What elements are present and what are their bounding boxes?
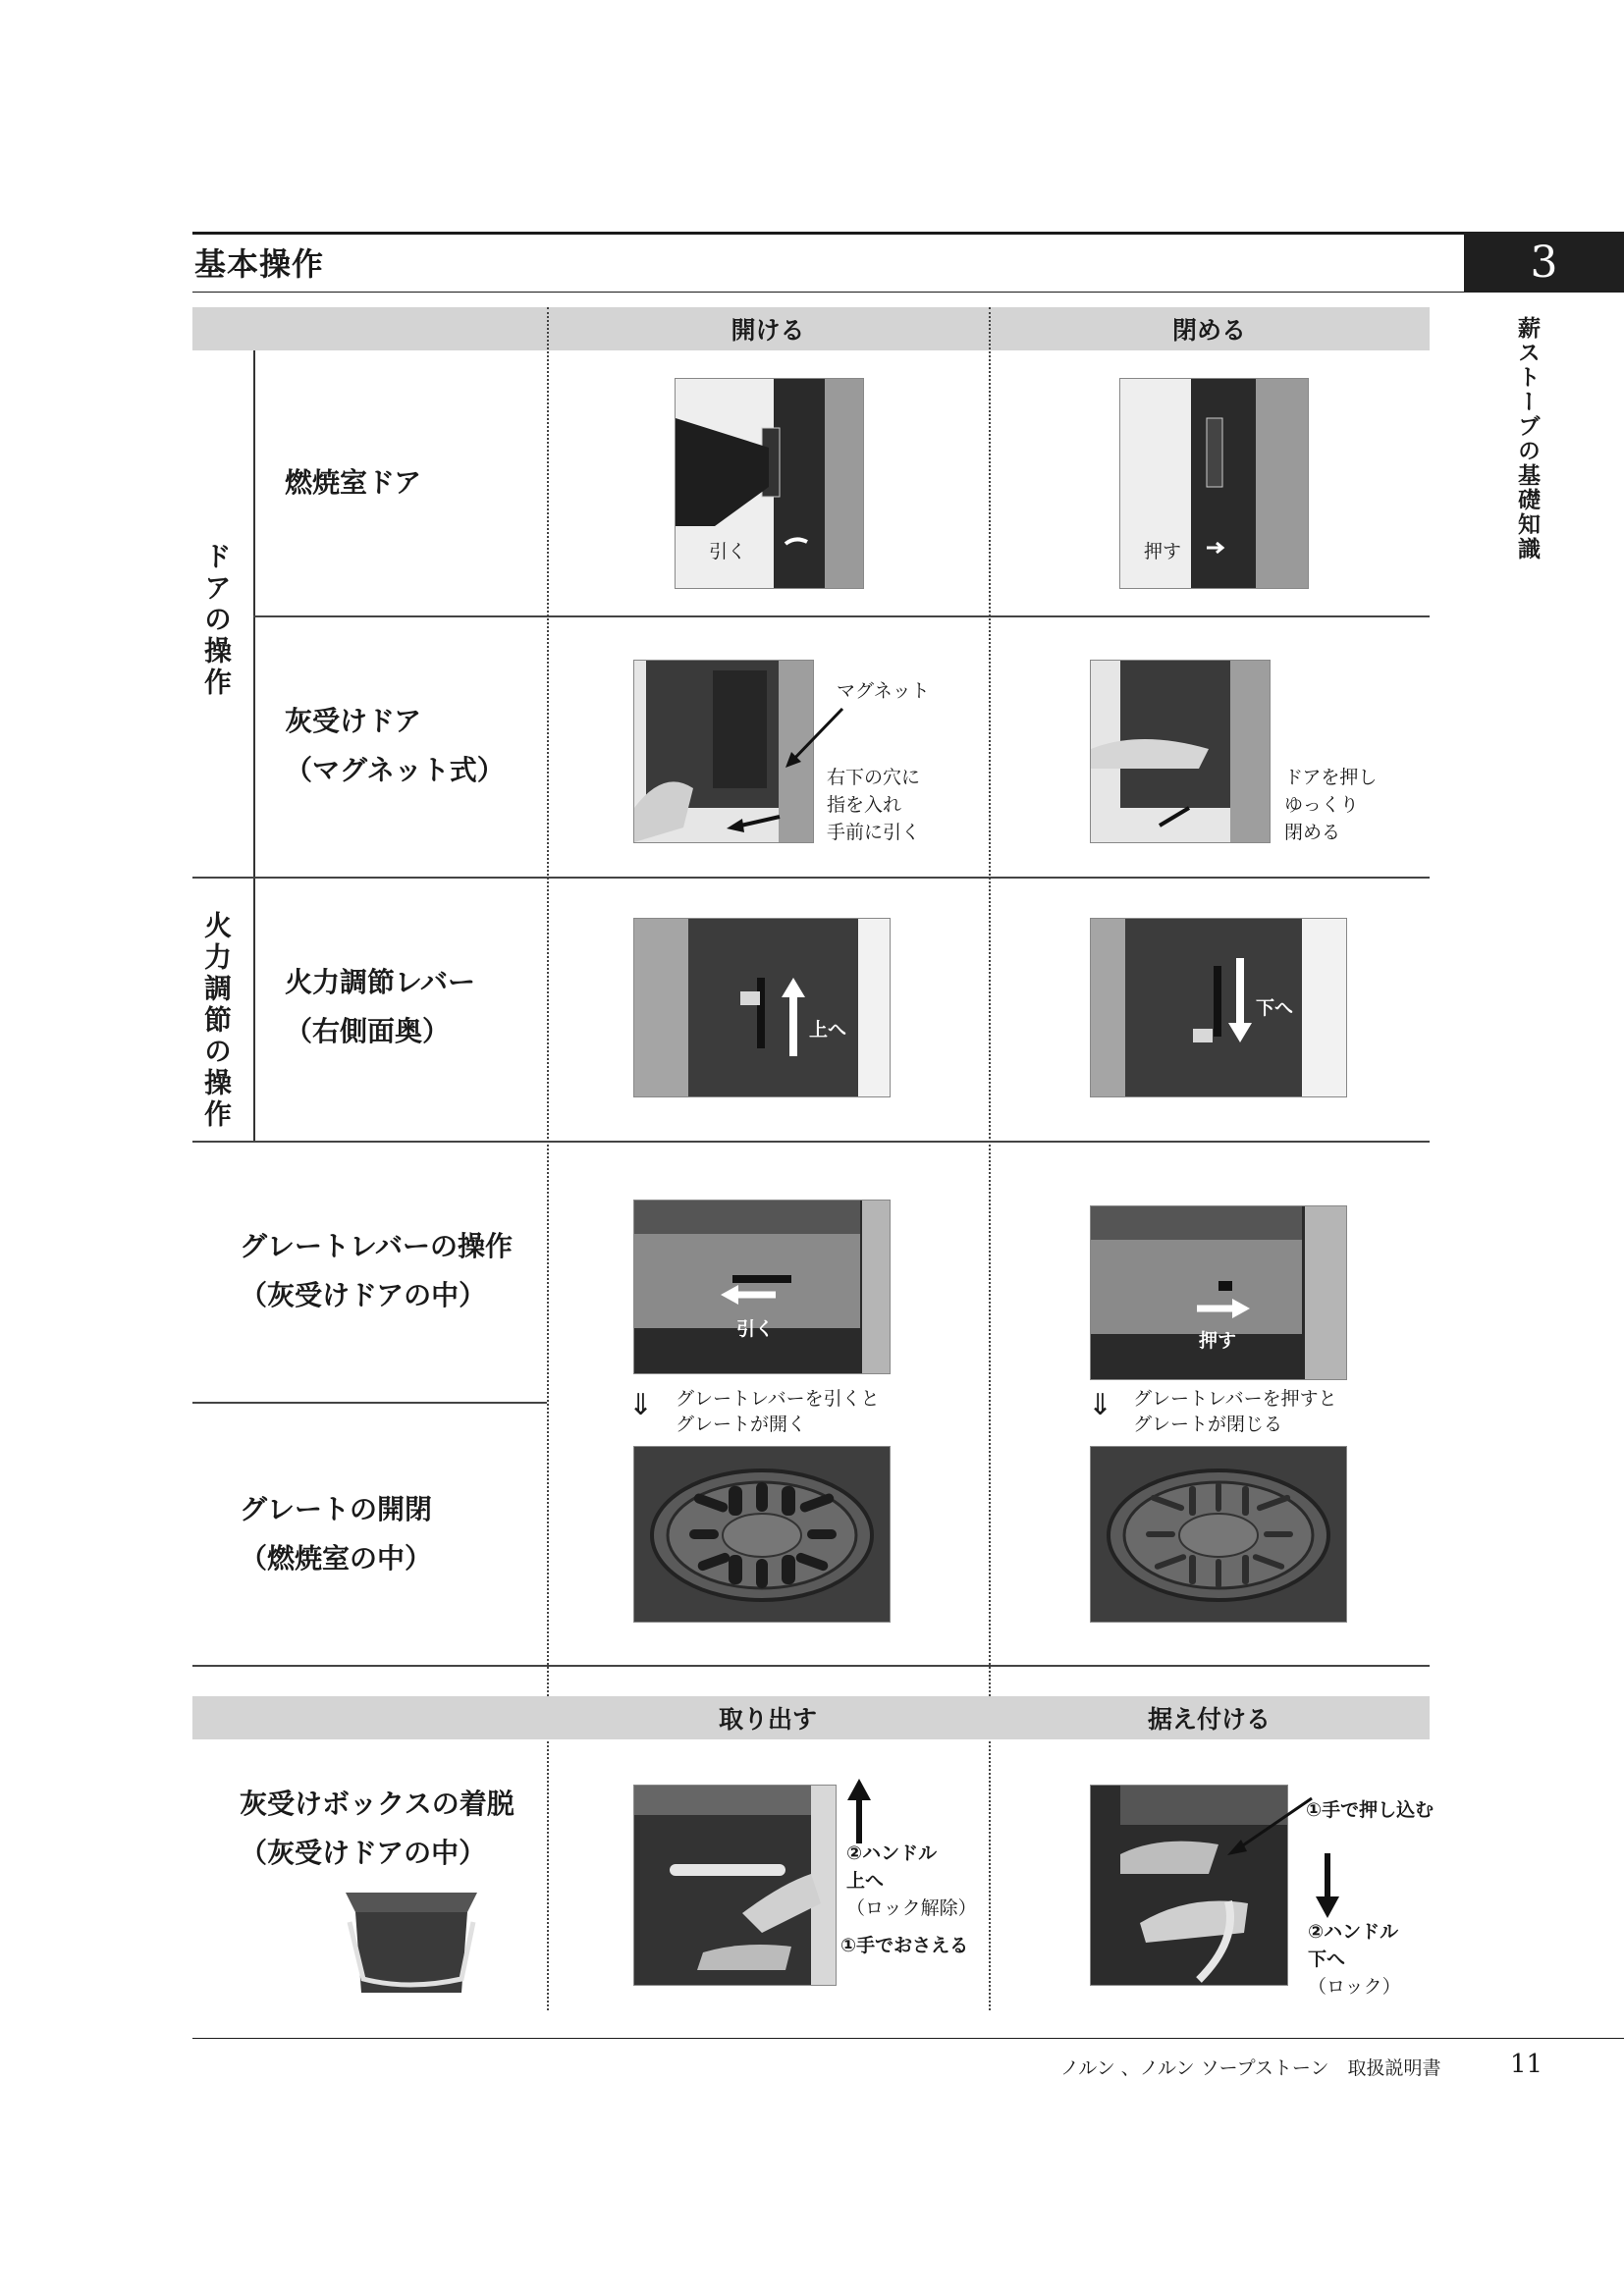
- title-underline: [192, 292, 1465, 293]
- caption-push: 押す: [1144, 541, 1182, 562]
- page-title: 基本操作: [194, 245, 325, 283]
- double-down-arrow-icon: ⇓: [1088, 1388, 1113, 1422]
- row-label-line: （マグネット式）: [285, 754, 505, 786]
- caption-ash-close: [1284, 764, 1377, 846]
- photo-fire-lever-down: [1090, 918, 1347, 1097]
- row-label-line: （灰受けドアの中）: [240, 1279, 487, 1311]
- group-divider: [253, 350, 255, 1141]
- col-header-close: 閉める: [989, 307, 1430, 350]
- caption-line: グレートレバーを押すと: [1133, 1388, 1337, 1410]
- arrow-up-icon: [839, 1777, 879, 1845]
- table2-header-blank: [192, 1696, 547, 1739]
- row-label-grate: [240, 1485, 432, 1583]
- caption-line: ドアを押し: [1284, 767, 1378, 788]
- chapter-side-label: 薪ストーブの基礎知識: [1514, 316, 1541, 561]
- caption-hold-hand: ①手でおさえる: [840, 1935, 969, 1956]
- row-label-line: グレートの開閉: [240, 1493, 433, 1525]
- photo-grate-lever-pull: [633, 1200, 891, 1374]
- caption-ash-open: [827, 764, 920, 846]
- caption-handle-down: [1308, 1918, 1401, 2001]
- title-rule: [192, 232, 1465, 235]
- table1-header-blank: [192, 307, 547, 350]
- caption-line: グレートレバーを引くと: [676, 1388, 880, 1410]
- photo-grate-lever-push: [1090, 1205, 1347, 1380]
- group-label-fire: 火力調節の操作: [200, 911, 233, 1131]
- photo-grate-closed: [1090, 1446, 1347, 1623]
- row-divider: [253, 615, 1430, 617]
- caption-line: 下へ: [1308, 1949, 1346, 1970]
- photo-fire-lever-up: [633, 918, 891, 1097]
- chapter-number: 3: [1464, 232, 1624, 293]
- caption-magnet: マグネット: [837, 680, 930, 702]
- caption-line: ②ハンドル: [846, 1842, 938, 1864]
- caption-line: 手前に引く: [827, 822, 921, 843]
- caption-line: （ロック）: [1308, 1976, 1401, 1998]
- caption-line: （ロック解除）: [846, 1897, 977, 1919]
- caption-up: 上へ: [809, 1019, 847, 1041]
- photo-ash-box-remove: [633, 1785, 837, 1986]
- arrow-push-icon: [1218, 1792, 1316, 1861]
- row-label-line: グレートレバーの操作: [240, 1230, 514, 1262]
- row-label-line: （燃焼室の中）: [240, 1542, 433, 1575]
- photo-ash-door-close: [1090, 660, 1271, 843]
- group-label-door: ドアの操作: [200, 542, 233, 699]
- row-divider: [192, 1402, 547, 1404]
- caption-line: ②ハンドル: [1308, 1921, 1399, 1943]
- caption-down: 下へ: [1256, 997, 1294, 1019]
- row-label-line: （灰受けドアの中）: [240, 1837, 487, 1869]
- row-label-fire-lever: [285, 958, 475, 1056]
- caption-handle-up: [846, 1840, 977, 1922]
- row-label-line: 灰受けボックスの着脱: [240, 1788, 514, 1820]
- caption-grate-push: 押す: [1199, 1330, 1237, 1352]
- photo-grate-open: [633, 1446, 891, 1623]
- double-down-arrow-icon: ⇓: [628, 1388, 654, 1422]
- arrow-down-icon: [1308, 1851, 1347, 1920]
- caption-grate-open: [676, 1386, 880, 1437]
- page-number: 11: [1510, 2050, 1543, 2079]
- caption-push-hand: ①手で押し込む: [1306, 1799, 1435, 1821]
- grid-dotted-2: [989, 307, 991, 2010]
- row-label-ash-box: [240, 1780, 514, 1878]
- caption-pull: 引く: [709, 541, 747, 562]
- caption-line: 上へ: [846, 1870, 885, 1892]
- row-label-firebox-door: 燃焼室ドア: [285, 466, 422, 499]
- row-divider: [192, 1141, 1430, 1143]
- caption-grate-close: [1133, 1386, 1337, 1437]
- row-label-ash-door: [285, 697, 505, 795]
- row-label-line: （右側面奥）: [285, 1015, 451, 1047]
- footer-product: ノルン 、ノルン ソープストーン 取扱説明書: [1060, 2057, 1441, 2079]
- caption-line: 閉める: [1284, 822, 1341, 843]
- row-label-grate-lever: [240, 1222, 513, 1320]
- caption-line: 右下の穴に: [827, 767, 921, 788]
- col-header-open: 開ける: [547, 307, 989, 350]
- caption-line: 指を入れ: [827, 794, 902, 816]
- caption-line: ゆっくり: [1284, 794, 1359, 816]
- caption-grate-pull: 引く: [736, 1318, 775, 1340]
- photo-firebox-close: [1119, 378, 1309, 589]
- row-divider: [192, 877, 1430, 879]
- caption-line: グレートが閉じる: [1133, 1414, 1283, 1435]
- grid-dotted-1: [547, 307, 549, 2010]
- caption-line: グレートが開く: [676, 1414, 807, 1435]
- row-label-line: 火力調節レバー: [285, 966, 476, 998]
- photo-firebox-open: [675, 378, 864, 589]
- col-header-remove: 取り出す: [547, 1696, 989, 1739]
- ash-box-illustration: [340, 1883, 483, 2001]
- row-divider: [192, 1665, 1430, 1667]
- col-header-install: 据え付ける: [989, 1696, 1430, 1739]
- row-label-line: 灰受けドア: [285, 705, 422, 737]
- footer-rule: [192, 2038, 1624, 2039]
